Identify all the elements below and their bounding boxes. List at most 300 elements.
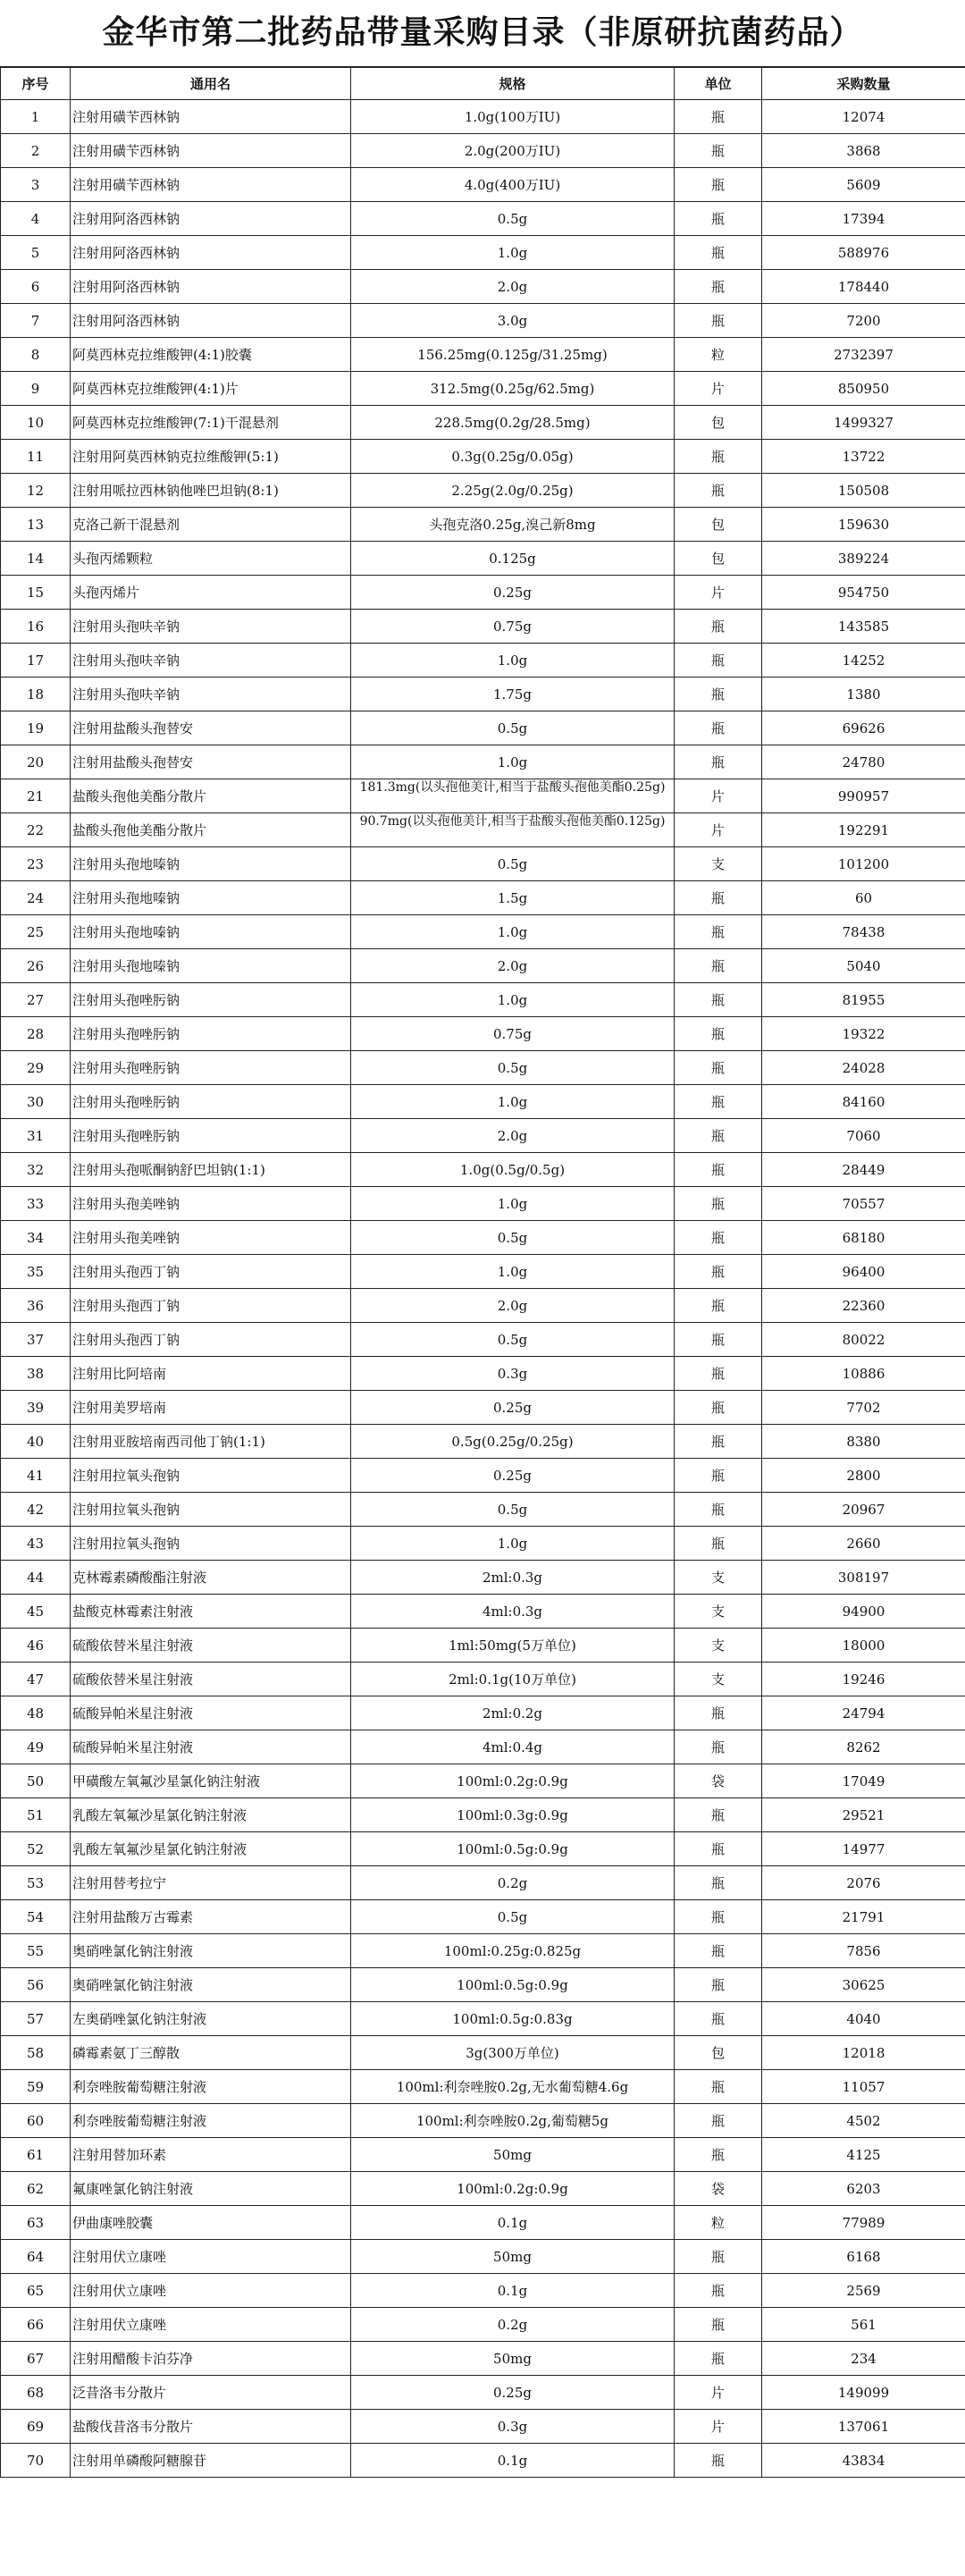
cell-unit: 瓶	[675, 1425, 762, 1459]
cell-spec: 228.5mg(0.2g/28.5mg)	[351, 406, 675, 440]
cell-name: 注射用替考拉宁	[71, 1866, 351, 1900]
cell-spec: 1.0g	[351, 1187, 675, 1221]
cell-name: 头孢丙烯颗粒	[71, 542, 351, 576]
cell-qty: 4040	[762, 2002, 965, 2036]
cell-qty: 18000	[762, 1629, 965, 1663]
cell-unit: 瓶	[675, 202, 762, 236]
cell-name: 注射用拉氧头孢钠	[71, 1527, 351, 1561]
cell-qty: 588976	[762, 236, 965, 270]
cell-unit: 瓶	[675, 1696, 762, 1730]
cell-spec: 1.0g	[351, 236, 675, 270]
cell-name: 注射用盐酸头孢替安	[71, 745, 351, 779]
cell-seq: 55	[1, 1934, 71, 1968]
cell-unit: 瓶	[675, 1187, 762, 1221]
cell-spec: 156.25mg(0.125g/31.25mg)	[351, 338, 675, 372]
cell-spec: 3.0g	[351, 304, 675, 338]
cell-seq: 59	[1, 2070, 71, 2104]
cell-qty: 7702	[762, 1391, 965, 1425]
cell-name: 伊曲康唑胶囊	[71, 2206, 351, 2240]
cell-qty: 21791	[762, 1900, 965, 1934]
cell-seq: 36	[1, 1289, 71, 1323]
cell-qty: 101200	[762, 847, 965, 881]
cell-spec: 0.25g	[351, 2376, 675, 2410]
cell-seq: 40	[1, 1425, 71, 1459]
cell-qty: 389224	[762, 542, 965, 576]
cell-spec: 4ml:0.4g	[351, 1730, 675, 1764]
cell-seq: 39	[1, 1391, 71, 1425]
cell-spec: 0.5g	[351, 711, 675, 745]
cell-spec: 0.1g	[351, 2274, 675, 2308]
cell-name: 克洛己新干混悬剂	[71, 508, 351, 542]
cell-seq: 61	[1, 2138, 71, 2172]
cell-qty: 192291	[762, 813, 965, 847]
cell-seq: 8	[1, 338, 71, 372]
cell-unit: 包	[675, 542, 762, 576]
cell-seq: 29	[1, 1051, 71, 1085]
table-row	[1, 542, 965, 576]
cell-seq: 10	[1, 406, 71, 440]
cell-spec: 0.125g	[351, 542, 675, 576]
table-row	[1, 1085, 965, 1119]
table-row	[1, 2240, 965, 2274]
cell-unit: 片	[675, 2410, 762, 2444]
cell-qty: 8262	[762, 1730, 965, 1764]
cell-unit: 瓶	[675, 1866, 762, 1900]
table-row	[1, 1527, 965, 1561]
table-row	[1, 1221, 965, 1255]
cell-seq: 52	[1, 1832, 71, 1866]
cell-unit: 瓶	[675, 983, 762, 1017]
cell-seq: 70	[1, 2444, 71, 2478]
cell-seq: 15	[1, 576, 71, 610]
table-row	[1, 2444, 965, 2478]
cell-unit: 瓶	[675, 2070, 762, 2104]
table-row	[1, 270, 965, 304]
cell-name: 注射用拉氧头孢钠	[71, 1459, 351, 1493]
cell-qty: 80022	[762, 1323, 965, 1357]
cell-unit: 瓶	[675, 236, 762, 270]
cell-seq: 31	[1, 1119, 71, 1153]
cell-spec: 0.75g	[351, 1017, 675, 1051]
cell-unit: 瓶	[675, 1323, 762, 1357]
table-row	[1, 847, 965, 881]
cell-name: 奥硝唑氯化钠注射液	[71, 1934, 351, 1968]
cell-qty: 11057	[762, 2070, 965, 2104]
cell-qty: 24780	[762, 745, 965, 779]
cell-unit: 包	[675, 508, 762, 542]
cell-name: 注射用磺苄西林钠	[71, 168, 351, 202]
cell-seq: 34	[1, 1221, 71, 1255]
cell-spec: 1.75g	[351, 678, 675, 711]
cell-unit: 瓶	[675, 1493, 762, 1527]
cell-qty: 850950	[762, 372, 965, 406]
table-row	[1, 338, 965, 372]
cell-spec: 0.5g	[351, 1323, 675, 1357]
cell-name: 注射用头孢唑肟钠	[71, 1017, 351, 1051]
table-row	[1, 644, 965, 678]
cell-seq: 22	[1, 813, 71, 847]
cell-name: 奥硝唑氯化钠注射液	[71, 1968, 351, 2002]
cell-qty: 990957	[762, 779, 965, 813]
cell-qty: 12018	[762, 2036, 965, 2070]
cell-spec: 2.0g	[351, 949, 675, 983]
cell-name: 注射用醋酸卡泊芬净	[71, 2342, 351, 2376]
cell-name: 注射用头孢呋辛钠	[71, 644, 351, 678]
cell-seq: 12	[1, 474, 71, 508]
cell-name: 注射用阿洛西林钠	[71, 304, 351, 338]
cell-spec: 0.2g	[351, 2308, 675, 2342]
cell-qty: 3868	[762, 134, 965, 168]
cell-seq: 5	[1, 236, 71, 270]
cell-seq: 44	[1, 1561, 71, 1595]
cell-seq: 63	[1, 2206, 71, 2240]
cell-spec: 4.0g(400万IU)	[351, 168, 675, 202]
cell-spec: 100ml:0.3g:0.9g	[351, 1798, 675, 1832]
cell-qty: 8380	[762, 1425, 965, 1459]
cell-seq: 27	[1, 983, 71, 1017]
cell-qty: 60	[762, 881, 965, 915]
table-row	[1, 576, 965, 610]
cell-seq: 47	[1, 1663, 71, 1696]
table-row	[1, 2308, 965, 2342]
cell-spec: 0.25g	[351, 1459, 675, 1493]
cell-unit: 瓶	[675, 2342, 762, 2376]
cell-name: 氟康唑氯化钠注射液	[71, 2172, 351, 2206]
cell-seq: 11	[1, 440, 71, 474]
table-row	[1, 610, 965, 644]
cell-name: 盐酸头孢他美酯分散片	[71, 779, 351, 813]
cell-name: 注射用哌拉西林钠他唑巴坦钠(8:1)	[71, 474, 351, 508]
cell-seq: 46	[1, 1629, 71, 1663]
cell-seq: 7	[1, 304, 71, 338]
cell-seq: 25	[1, 915, 71, 949]
cell-qty: 24794	[762, 1696, 965, 1730]
cell-qty: 70557	[762, 1187, 965, 1221]
cell-name: 甲磺酸左氧氟沙星氯化钠注射液	[71, 1764, 351, 1798]
table-row	[1, 1900, 965, 1934]
cell-unit: 瓶	[675, 2444, 762, 2478]
cell-unit: 瓶	[675, 2002, 762, 2036]
cell-qty: 19322	[762, 1017, 965, 1051]
header-seq: 序号	[1, 68, 71, 100]
cell-seq: 6	[1, 270, 71, 304]
cell-spec: 2ml:0.1g(10万单位)	[351, 1663, 675, 1696]
cell-unit: 瓶	[675, 304, 762, 338]
table-row	[1, 440, 965, 474]
cell-qty: 2800	[762, 1459, 965, 1493]
cell-name: 注射用单磷酸阿糖腺苷	[71, 2444, 351, 2478]
cell-qty: 30625	[762, 1968, 965, 2002]
cell-seq: 13	[1, 508, 71, 542]
cell-name: 注射用拉氧头孢钠	[71, 1493, 351, 1527]
cell-seq: 37	[1, 1323, 71, 1357]
cell-spec: 1.0g	[351, 1527, 675, 1561]
cell-seq: 58	[1, 2036, 71, 2070]
cell-seq: 30	[1, 1085, 71, 1119]
cell-seq: 64	[1, 2240, 71, 2274]
cell-unit: 瓶	[675, 1527, 762, 1561]
cell-spec: 312.5mg(0.25g/62.5mg)	[351, 372, 675, 406]
cell-spec: 100ml:利奈唑胺0.2g,葡萄糖5g	[351, 2104, 675, 2138]
cell-seq: 1	[1, 100, 71, 134]
cell-unit: 包	[675, 2036, 762, 2070]
cell-name: 注射用头孢唑肟钠	[71, 983, 351, 1017]
header-qty: 采购数量	[762, 68, 965, 100]
table-row	[1, 678, 965, 711]
cell-qty: 954750	[762, 576, 965, 610]
cell-name: 阿莫西林克拉维酸钾(4:1)片	[71, 372, 351, 406]
cell-unit: 瓶	[675, 100, 762, 134]
cell-name: 注射用头孢西丁钠	[71, 1323, 351, 1357]
table-row	[1, 1323, 965, 1357]
table-row	[1, 474, 965, 508]
cell-unit: 瓶	[675, 2308, 762, 2342]
cell-unit: 瓶	[675, 1832, 762, 1866]
cell-seq: 33	[1, 1187, 71, 1221]
cell-unit: 支	[675, 1595, 762, 1629]
table-row	[1, 1764, 965, 1798]
cell-seq: 20	[1, 745, 71, 779]
cell-name: 注射用头孢地嗪钠	[71, 949, 351, 983]
table-row	[1, 881, 965, 915]
cell-unit: 瓶	[675, 2104, 762, 2138]
table-row	[1, 983, 965, 1017]
cell-qty: 4125	[762, 2138, 965, 2172]
table-row	[1, 1832, 965, 1866]
cell-unit: 片	[675, 2376, 762, 2410]
cell-name: 注射用头孢美唑钠	[71, 1187, 351, 1221]
table-row	[1, 2410, 965, 2444]
cell-name: 注射用头孢呋辛钠	[71, 610, 351, 644]
table-row	[1, 1255, 965, 1289]
table-row	[1, 745, 965, 779]
cell-spec: 100ml:0.5g:0.9g	[351, 1968, 675, 2002]
cell-unit: 瓶	[675, 711, 762, 745]
table-row	[1, 1119, 965, 1153]
table-row	[1, 779, 965, 813]
cell-unit: 瓶	[675, 1017, 762, 1051]
table-row	[1, 2070, 965, 2104]
cell-name: 注射用头孢哌酮钠舒巴坦钠(1:1)	[71, 1153, 351, 1187]
cell-spec: 2.0g	[351, 1119, 675, 1153]
cell-spec: 1.0g	[351, 1085, 675, 1119]
table-row	[1, 711, 965, 745]
cell-unit: 瓶	[675, 1968, 762, 2002]
cell-name: 注射用头孢地嗪钠	[71, 847, 351, 881]
cell-qty: 12074	[762, 100, 965, 134]
cell-seq: 67	[1, 2342, 71, 2376]
cell-seq: 23	[1, 847, 71, 881]
cell-seq: 19	[1, 711, 71, 745]
cell-seq: 42	[1, 1493, 71, 1527]
cell-name: 注射用亚胺培南西司他丁钠(1:1)	[71, 1425, 351, 1459]
cell-spec: 2.0g	[351, 1289, 675, 1323]
cell-name: 注射用头孢唑肟钠	[71, 1085, 351, 1119]
cell-unit: 瓶	[675, 1119, 762, 1153]
cell-spec: 181.3mg(以头孢他美计,相当于盐酸头孢他美酯0.25g)	[351, 779, 675, 813]
cell-qty: 6168	[762, 2240, 965, 2274]
table-row	[1, 1968, 965, 2002]
table-row	[1, 1934, 965, 1968]
cell-unit: 袋	[675, 2172, 762, 2206]
table-row	[1, 1425, 965, 1459]
cell-name: 左奥硝唑氯化钠注射液	[71, 2002, 351, 2036]
cell-qty: 13722	[762, 440, 965, 474]
cell-name: 头孢丙烯片	[71, 576, 351, 610]
cell-unit: 瓶	[675, 1221, 762, 1255]
cell-qty: 5609	[762, 168, 965, 202]
table-row	[1, 915, 965, 949]
cell-spec: 0.3g(0.25g/0.05g)	[351, 440, 675, 474]
cell-unit: 瓶	[675, 1459, 762, 1493]
cell-name: 注射用头孢呋辛钠	[71, 678, 351, 711]
cell-spec: 100ml:0.5g:0.9g	[351, 1832, 675, 1866]
cell-name: 注射用头孢地嗪钠	[71, 881, 351, 915]
cell-spec: 1.0g(100万IU)	[351, 100, 675, 134]
cell-unit: 瓶	[675, 440, 762, 474]
cell-unit: 片	[675, 372, 762, 406]
cell-spec: 0.25g	[351, 576, 675, 610]
table-body	[1, 100, 965, 2478]
table-row	[1, 1561, 965, 1595]
cell-qty: 14977	[762, 1832, 965, 1866]
cell-unit: 瓶	[675, 1255, 762, 1289]
cell-qty: 24028	[762, 1051, 965, 1085]
table-row	[1, 2206, 965, 2240]
cell-spec: 1ml:50mg(5万单位)	[351, 1629, 675, 1663]
cell-seq: 35	[1, 1255, 71, 1289]
table-row	[1, 949, 965, 983]
cell-spec: 0.25g	[351, 1391, 675, 1425]
cell-qty: 4502	[762, 2104, 965, 2138]
cell-name: 注射用盐酸万古霉素	[71, 1900, 351, 1934]
cell-spec: 0.2g	[351, 1866, 675, 1900]
cell-seq: 38	[1, 1357, 71, 1391]
cell-seq: 53	[1, 1866, 71, 1900]
cell-unit: 瓶	[675, 1051, 762, 1085]
cell-seq: 66	[1, 2308, 71, 2342]
cell-spec: 1.0g(0.5g/0.5g)	[351, 1153, 675, 1187]
cell-name: 利奈唑胺葡萄糖注射液	[71, 2104, 351, 2138]
cell-spec: 2.0g	[351, 270, 675, 304]
cell-qty: 7200	[762, 304, 965, 338]
cell-unit: 瓶	[675, 2274, 762, 2308]
cell-name: 注射用伏立康唑	[71, 2308, 351, 2342]
cell-name: 硫酸异帕米星注射液	[71, 1730, 351, 1764]
procurement-table	[0, 67, 965, 2478]
cell-unit: 支	[675, 1561, 762, 1595]
cell-spec: 100ml:0.5g:0.83g	[351, 2002, 675, 2036]
cell-name: 注射用头孢地嗪钠	[71, 915, 351, 949]
table-row	[1, 202, 965, 236]
cell-seq: 50	[1, 1764, 71, 1798]
cell-name: 硫酸依替米星注射液	[71, 1629, 351, 1663]
cell-spec: 0.5g	[351, 1221, 675, 1255]
table-row	[1, 1357, 965, 1391]
table-row	[1, 304, 965, 338]
document-title: 金华市第二批药品带量采购目录（非原研抗菌药品）	[0, 0, 965, 67]
cell-unit: 瓶	[675, 1391, 762, 1425]
cell-name: 注射用阿洛西林钠	[71, 236, 351, 270]
cell-spec: 0.5g	[351, 202, 675, 236]
table-row	[1, 2036, 965, 2070]
cell-seq: 26	[1, 949, 71, 983]
cell-spec: 0.5g	[351, 1051, 675, 1085]
cell-name: 盐酸头孢他美酯分散片	[71, 813, 351, 847]
table-row	[1, 1289, 965, 1323]
cell-name: 阿莫西林克拉维酸钾(4:1)胶囊	[71, 338, 351, 372]
table-row	[1, 1595, 965, 1629]
cell-unit: 瓶	[675, 915, 762, 949]
cell-spec: 2ml:0.3g	[351, 1561, 675, 1595]
cell-seq: 2	[1, 134, 71, 168]
cell-unit: 瓶	[675, 1798, 762, 1832]
cell-seq: 9	[1, 372, 71, 406]
table-row	[1, 1459, 965, 1493]
cell-qty: 137061	[762, 2410, 965, 2444]
cell-spec: 0.5g	[351, 1900, 675, 1934]
cell-qty: 77989	[762, 2206, 965, 2240]
cell-unit: 瓶	[675, 1153, 762, 1187]
cell-qty: 19246	[762, 1663, 965, 1696]
cell-unit: 瓶	[675, 1357, 762, 1391]
cell-qty: 28449	[762, 1153, 965, 1187]
table-row	[1, 2104, 965, 2138]
cell-spec: 0.5g(0.25g/0.25g)	[351, 1425, 675, 1459]
cell-name: 注射用比阿培南	[71, 1357, 351, 1391]
cell-seq: 54	[1, 1900, 71, 1934]
cell-seq: 65	[1, 2274, 71, 2308]
cell-name: 乳酸左氧氟沙星氯化钠注射液	[71, 1832, 351, 1866]
cell-spec: 0.5g	[351, 1493, 675, 1527]
cell-unit: 粒	[675, 338, 762, 372]
cell-seq: 28	[1, 1017, 71, 1051]
cell-spec: 50mg	[351, 2138, 675, 2172]
cell-spec: 90.7mg(以头孢他美计,相当于盐酸头孢他美酯0.125g)	[351, 813, 675, 847]
cell-unit: 瓶	[675, 134, 762, 168]
table-header-row	[1, 68, 965, 100]
table-row	[1, 406, 965, 440]
cell-qty: 1499327	[762, 406, 965, 440]
cell-spec: 50mg	[351, 2240, 675, 2274]
cell-unit: 瓶	[675, 2240, 762, 2274]
table-row	[1, 1187, 965, 1221]
header-name: 通用名	[71, 68, 351, 100]
cell-unit: 瓶	[675, 1900, 762, 1934]
cell-name: 克林霉素磷酸酯注射液	[71, 1561, 351, 1595]
cell-spec: 100ml:0.2g:0.9g	[351, 2172, 675, 2206]
cell-unit: 瓶	[675, 1289, 762, 1323]
cell-qty: 7856	[762, 1934, 965, 1968]
cell-unit: 瓶	[675, 745, 762, 779]
cell-unit: 片	[675, 576, 762, 610]
table-row	[1, 1798, 965, 1832]
cell-spec: 100ml:0.2g:0.9g	[351, 1764, 675, 1798]
cell-qty: 150508	[762, 474, 965, 508]
cell-seq: 68	[1, 2376, 71, 2410]
cell-name: 注射用阿洛西林钠	[71, 202, 351, 236]
cell-unit: 片	[675, 813, 762, 847]
cell-name: 盐酸伐昔洛韦分散片	[71, 2410, 351, 2444]
cell-unit: 粒	[675, 2206, 762, 2240]
cell-spec: 0.5g	[351, 847, 675, 881]
table-row	[1, 2138, 965, 2172]
cell-seq: 45	[1, 1595, 71, 1629]
cell-name: 阿莫西林克拉维酸钾(7:1)干混悬剂	[71, 406, 351, 440]
cell-spec: 1.0g	[351, 915, 675, 949]
cell-unit: 支	[675, 1663, 762, 1696]
cell-name: 磷霉素氨丁三醇散	[71, 2036, 351, 2070]
